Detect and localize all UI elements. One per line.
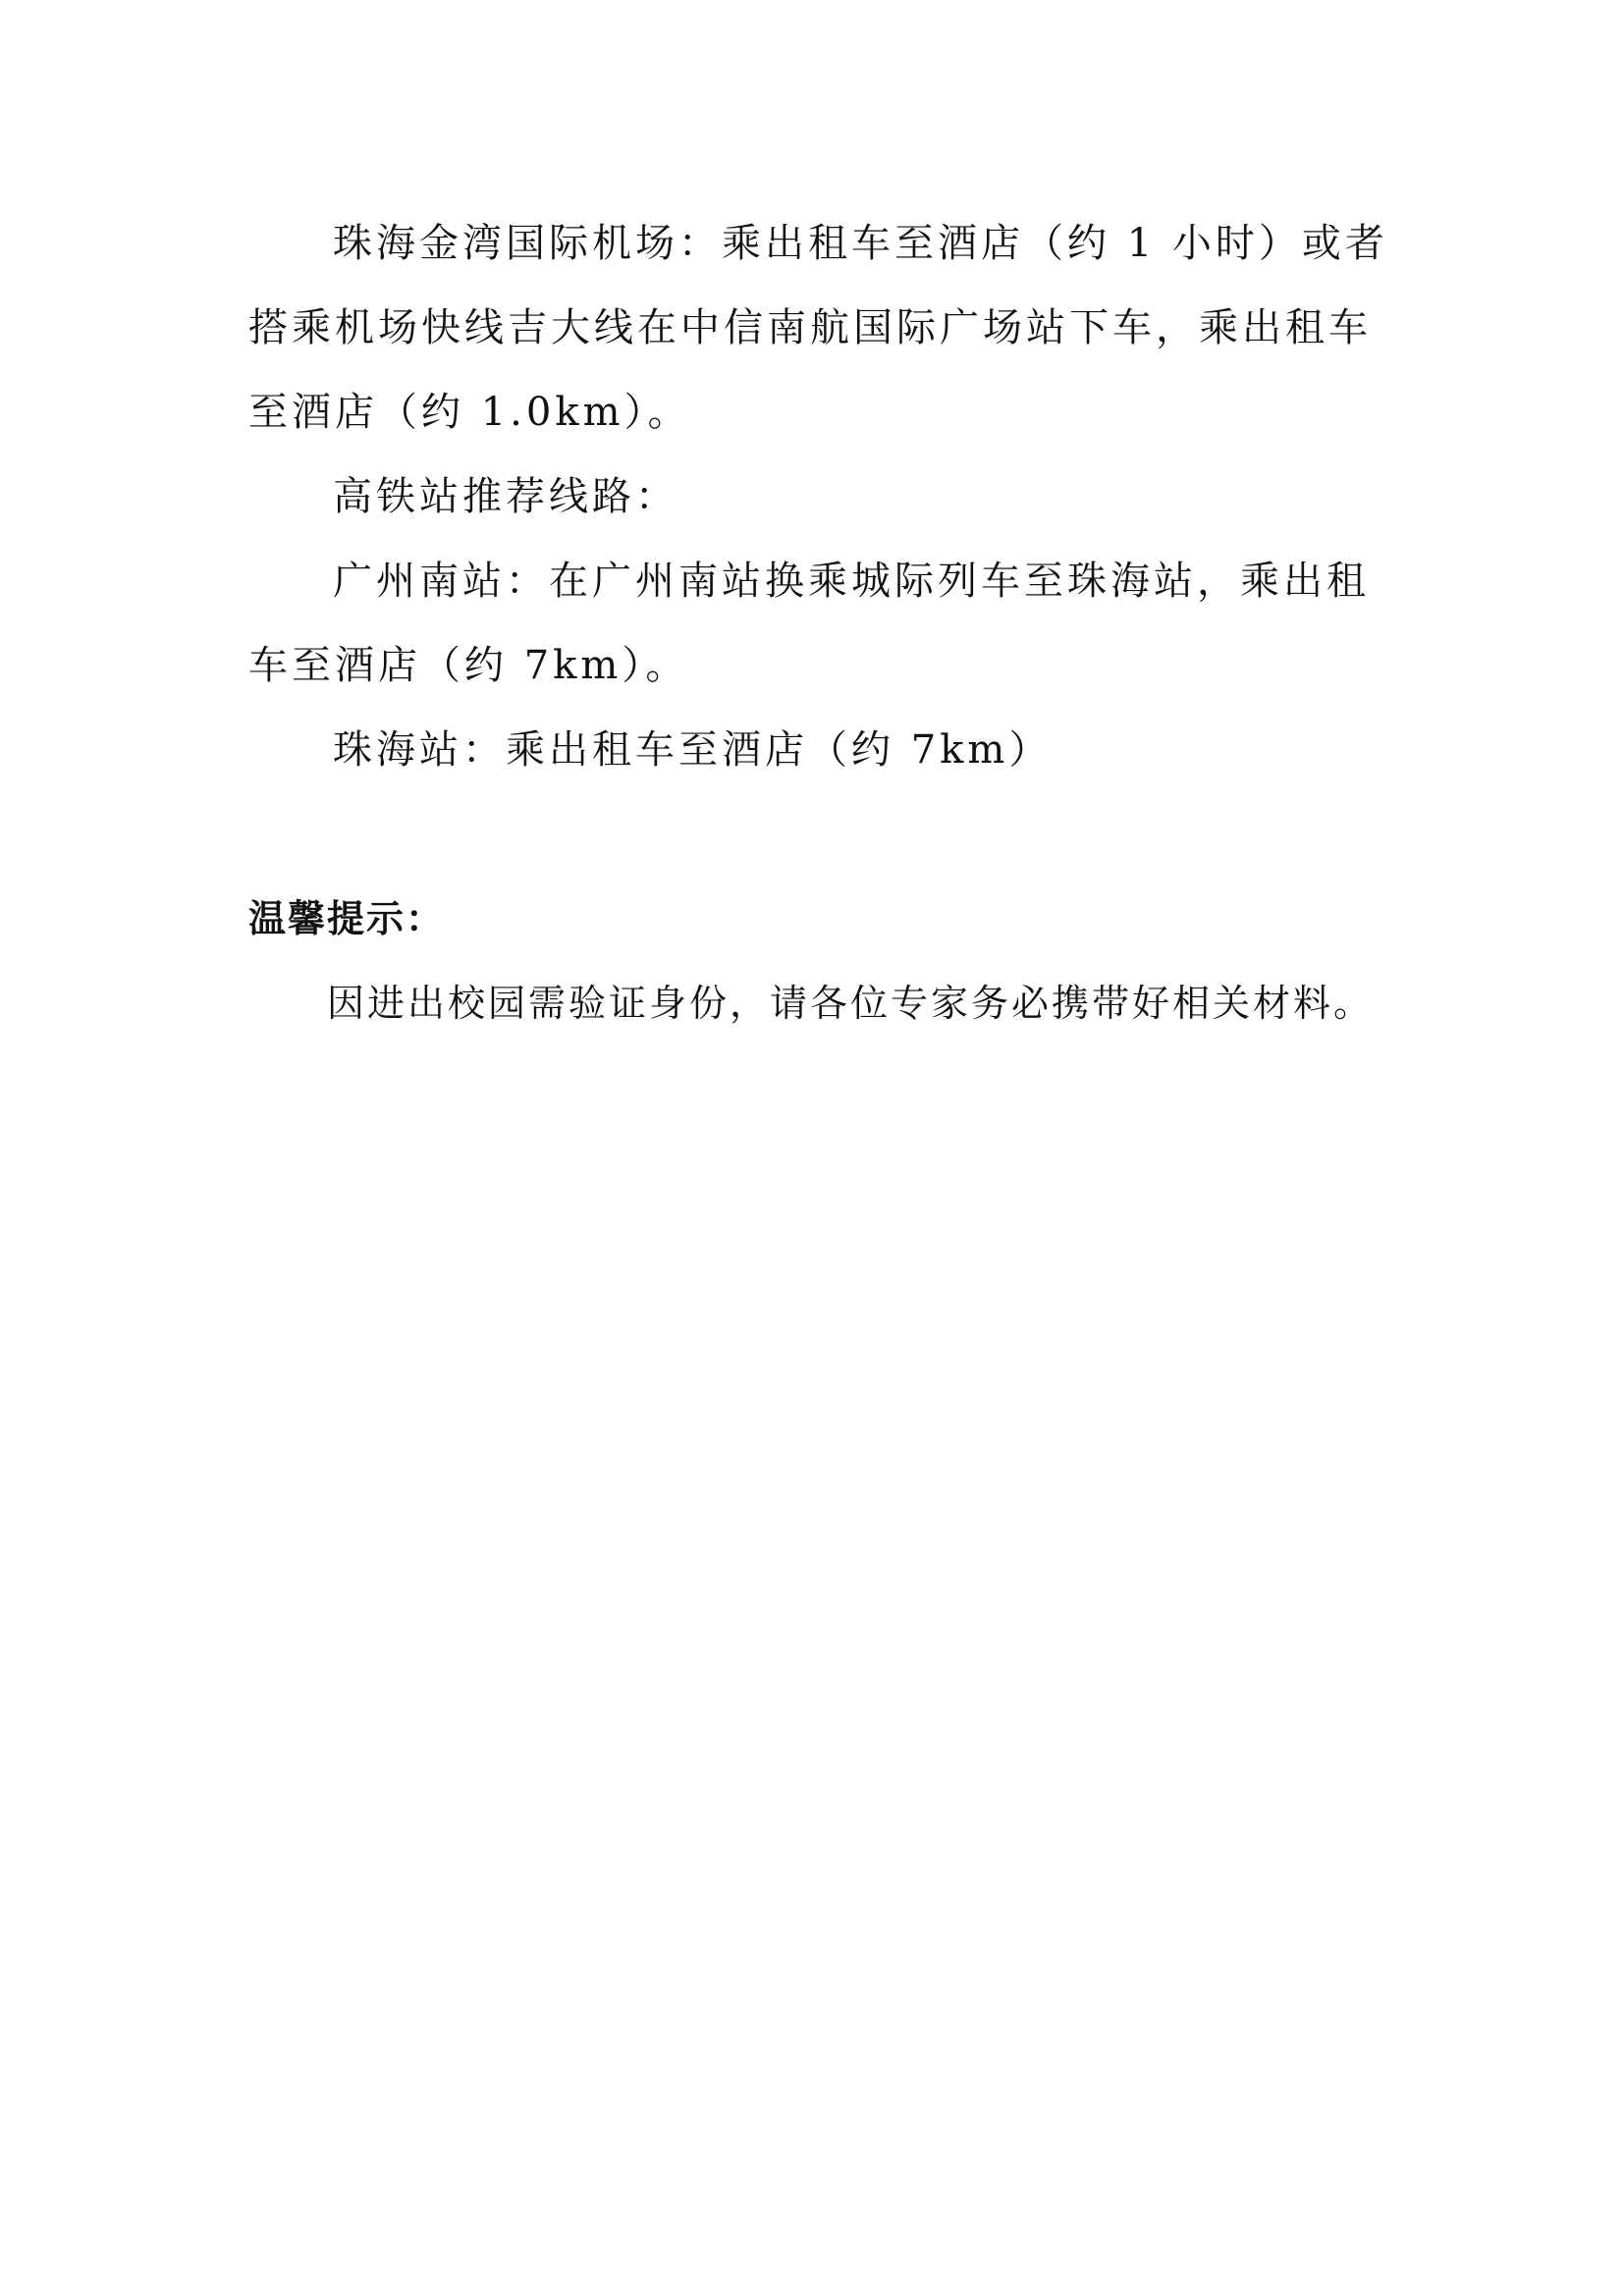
- guangzhou-south-route-line-1: 广州南站：在广州南站换乘城际列车至珠海站，乘出租: [333, 559, 1370, 604]
- airport-route-line-1: 珠海金湾国际机场：乘出租车至酒店（约 1 小时）或者: [333, 221, 1388, 266]
- airport-route-line-2: 搭乘机场快线吉大线在中信南航国际广场站下车，乘出租车: [248, 305, 1372, 350]
- rail-route-heading: 高铁站推荐线路：: [333, 474, 678, 519]
- document-content: [248, 201, 1387, 1045]
- airport-route-line-3: 至酒店（约 1.0km）。: [248, 390, 691, 435]
- section-spacer: [248, 792, 1387, 877]
- guangzhou-south-route-line-2: 车至酒店（约 7km）。: [248, 643, 689, 688]
- tips-heading: 温馨提示：: [248, 897, 446, 940]
- tips-text: 因进出校园需验证身份，请各位专家务必携带好相关材料。: [327, 982, 1375, 1025]
- zhuhai-station-route: 珠海站：乘出租车至酒店（约 7km）: [333, 727, 1053, 773]
